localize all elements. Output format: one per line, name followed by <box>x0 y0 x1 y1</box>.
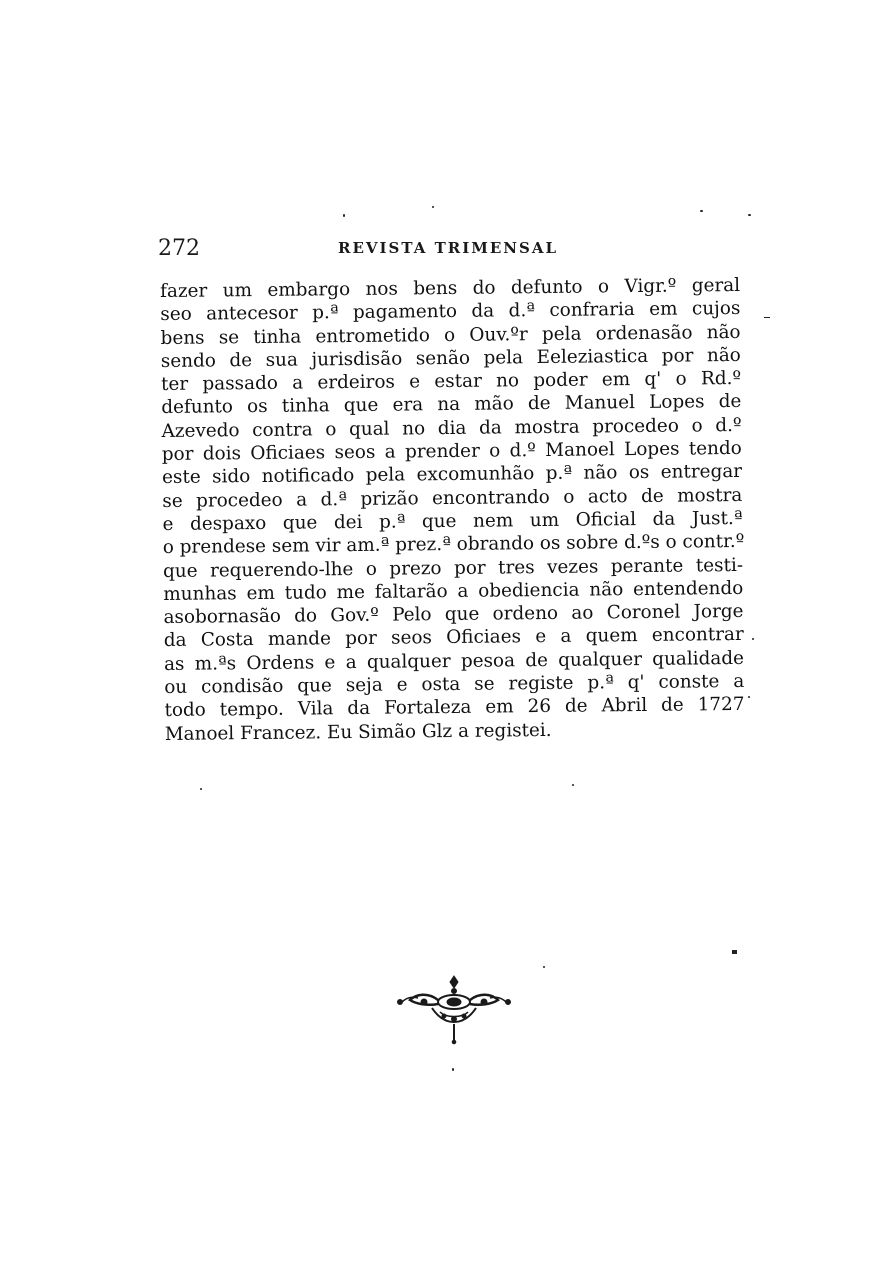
page-number: 272 <box>158 236 200 261</box>
text-line: ter passado a erdeiros e estar no poder em q' o Rd.º <box>160 368 742 396</box>
text-line: Manoel Francez. Eu Simão Glz a registei. <box>164 719 552 745</box>
scan-speck <box>200 788 202 790</box>
text-line: se procedeo a d.ª prizão encontrando o acto de mostra <box>162 484 743 512</box>
text-line: todo tempo. Vila da Fortaleza em 26 de Abril de 1727 <box>164 694 745 722</box>
scan-speck <box>700 210 703 212</box>
scan-speck <box>752 638 754 640</box>
text-line: por dois Oficiaes seos a prender o d.º Manoel Lopes tendo <box>161 437 742 466</box>
text-line: fazer um embargo nos bens do defunto o Vigr.º geral <box>160 274 741 302</box>
scan-speck <box>452 1068 454 1071</box>
text-line: este sido notificado pela excomunhão p.ª não os entregar <box>161 461 743 489</box>
scan-speck <box>343 214 345 217</box>
scan-speck <box>748 696 750 698</box>
scan-speck <box>432 206 434 208</box>
floral-tailpiece-icon <box>392 972 516 1048</box>
text-line: munhas em tudo me faltarão a obediencia não entendendo <box>163 577 744 605</box>
text-line: o prendese sem vir am.ª prez.ª obrando os sobre d.ºs o contr.º <box>162 531 745 559</box>
body-text <box>160 274 745 746</box>
text-line: e despaxo que dei p.ª que nem um Oficial da Just.ª <box>162 507 743 535</box>
text-line: sendo de sua jurisdisão senão pela Eeleziastica por não <box>160 344 741 372</box>
scan-speck <box>764 317 770 318</box>
text-line: da Costa mande por seos Oficiaes e a quem encontrar <box>163 624 744 652</box>
scan-speck <box>572 784 574 786</box>
text-line: asobornasão do Gov.º Pelo que ordeno ao Coronel Jorge <box>163 601 744 629</box>
text-line: defunto os tinha que era na mão de Manuel Lopes de <box>161 391 742 419</box>
running-title: REVISTA TRIMENSAL <box>338 239 558 257</box>
text-line: as m.ªs Ordens e a qualquer pesoa de qualquer qualidade <box>163 647 745 675</box>
text-line: que requerendo-lhe o prezo por tres vezes perante testi- <box>162 554 744 582</box>
text-line: ou condisão que seja e osta se registe p.ª q' conste a <box>164 670 745 699</box>
page-header <box>158 236 738 266</box>
scan-speck <box>543 966 545 968</box>
scan-speck <box>732 950 737 954</box>
text-line: Azevedo contra o qual no dia da mostra procedeo o d.º <box>161 414 742 442</box>
text-line: seo antecesor p.ª pagamento da d.ª confraria em cujos <box>160 298 741 326</box>
text-line: bens se tinha entrometido o Ouv.ºr pela ordenasão não <box>160 321 741 349</box>
scan-speck <box>748 214 751 216</box>
